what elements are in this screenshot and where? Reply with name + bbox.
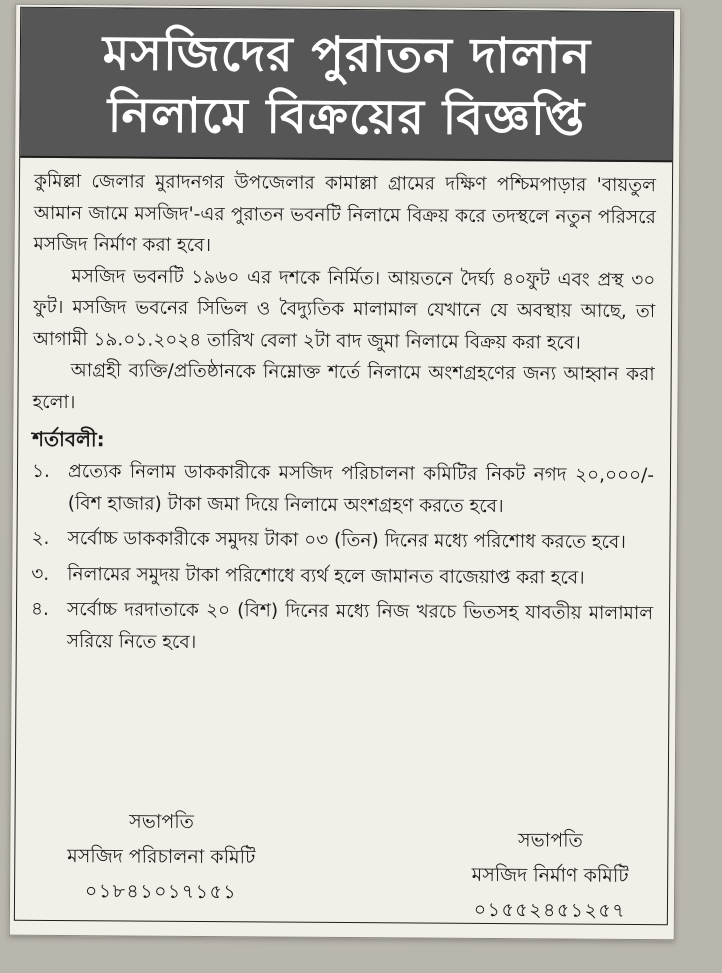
term-number: ১. (31, 460, 50, 482)
signature-phone: ০১৫৫২৪৫১২৫৭ (473, 898, 627, 922)
intro-paragraph: কুমিল্লা জেলার মুরাদনগর উপজেলার কামাল্লা গ্রামের দক্ষিণ পশ্চিমপাড়ার 'বায়তুল আমান জামে মসজিদ'-এর পুরাতন ভবনটি নিলামে বিক্রয় করে তদস্থলে নতুন পরিসরে মসজিদ নির্মাণ করা হবে। (33, 170, 657, 257)
term-text: প্রত্যেক নিলাম ডাককারীকে মসজিদ পরিচালনা কমিটির নিকট নগদ ২০,০০০/- (বিশ হাজার) টাকা জমা দিয়ে নিলামে অংশগ্রহণ করতে হবে। (67, 461, 655, 517)
invitation-paragraph: আগ্রহী ব্যক্তি/প্রতিষ্ঠানকে নিম্নোক্ত শর্তে নিলামে অংশগ্রহণের জন্য আহ্বান করা হলো। (32, 360, 655, 413)
term-item (32, 456, 654, 523)
term-text: সর্বোচ্চ দরদাতাকে ২০ (বিশ) দিনের মধ্যে নিজ খরচে ভিতসহ যাবতীয় মালামাল সরিয়ে নিতে হবে। (66, 599, 654, 653)
building-details-paragraph: মসজিদ ভবনটি ১৯৬০ এর দশকে নির্মিত। আয়তনে দৈর্ঘ্য ৪০ফুট এবং প্রস্থ ৩০ ফুট। মসজিদ ভবনের সিভিল ও বৈদ্যুতিক মালামাল যেখানে যে অবস্থায় আছে, তা আগামী ১৯.০১.২০২৪ তারিখ বেলা ২টা বাদ জুমা নিলামে বিক্রয় করা হবে। (32, 265, 656, 354)
signature-area (16, 804, 668, 922)
signature-role: সভাপতি (129, 810, 195, 833)
notice-title-line-2: নিলামে বিক্রয়ের বিজ্ঞপ্তি (107, 87, 586, 147)
notice-title-banner (20, 8, 673, 163)
signature-phone: ০১৮৪১০১৭১৫১ (84, 880, 238, 904)
term-item (31, 594, 653, 661)
notice-title-line-1: মসজিদের পুরাতন দালান (102, 25, 592, 85)
terms-heading: শর্তাবলী: (32, 426, 105, 452)
term-number: ৩. (31, 563, 50, 585)
term-number: ৪. (30, 598, 49, 620)
notice-frame (14, 7, 674, 926)
term-item (31, 523, 653, 559)
term-number: ২. (31, 527, 50, 549)
signature-committee: মসজিদ পরিচালনা কমিটি (67, 845, 256, 869)
signature-left (21, 804, 302, 911)
signature-committee: মসজিদ নির্মাণ কমিটি (471, 863, 629, 887)
notice-body (17, 158, 672, 662)
signature-role: সভাপতি (517, 829, 583, 852)
term-item (31, 558, 653, 594)
notice-paper (9, 4, 681, 941)
signature-right (420, 823, 681, 930)
term-text: সর্বোচ্চ ডাককারীকে সমুদয় টাকা ০৩ (তিন) দিনের মধ্যে পরিশোধ করতে হবে। (67, 528, 626, 553)
term-text: নিলামের সমুদয় টাকা পরিশোধে ব্যর্থ হলে জামানত বাজেয়াপ্ত করা হবে। (67, 563, 585, 589)
